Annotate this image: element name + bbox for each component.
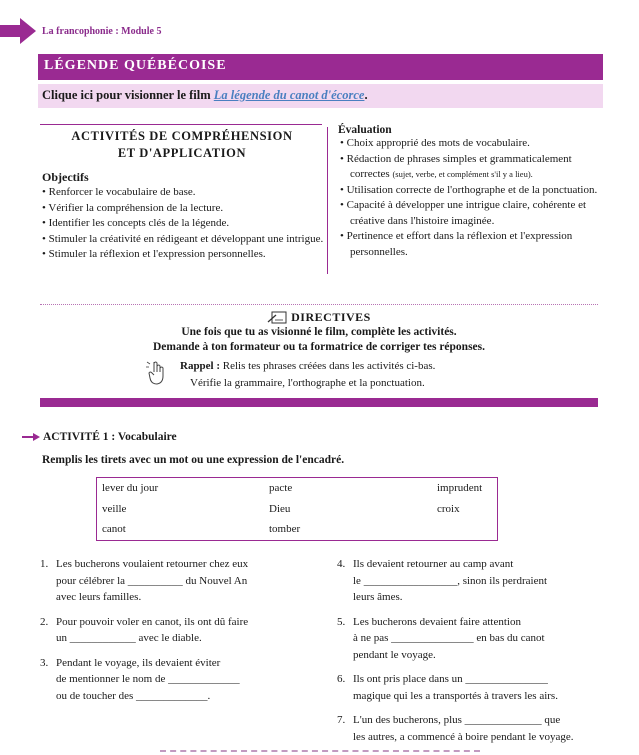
questions-left [40, 556, 330, 712]
directives-heading [40, 310, 598, 325]
question-line: Les bucherons devaient faire attention [353, 615, 521, 628]
directives-section [40, 310, 598, 355]
activity1-instruction: Remplis les tirets avec un mot ou une expression de l'encadré. [42, 454, 345, 466]
activity1-heading [22, 431, 177, 443]
vocab-word: Dieu [269, 503, 291, 515]
vocab-word: pacte [269, 482, 293, 494]
question-item [337, 556, 627, 606]
module-label: La francophonie : Module 5 [42, 26, 162, 37]
directive-line: Une fois que tu as visionné le film, complète les activités. [181, 326, 457, 338]
question-number: 7. [337, 714, 346, 726]
directive-line: Demande à ton formateur ou ta formatrice de corriger tes réponses. [152, 341, 486, 353]
dashed-divider [160, 750, 480, 752]
question-item [40, 614, 330, 647]
question-item [337, 712, 627, 745]
question-line: Ils ont pris place dans un _______________ [353, 673, 548, 685]
rappel-line2: Vérifie la grammaire, l'orthographe et la ponctuation. [190, 377, 425, 389]
column-divider [327, 127, 328, 274]
evaluation-section [338, 124, 608, 260]
question-list [337, 556, 627, 745]
question-line: Pour pouvoir voler en canot, ils ont dû faire [56, 615, 249, 628]
film-bar [38, 84, 603, 108]
arrow-right-icon [0, 18, 36, 44]
question-number: 4. [337, 558, 346, 570]
vocab-word: canot [102, 523, 126, 535]
rappel-label: Rappel : [180, 360, 221, 372]
question-number: 3. [40, 656, 49, 669]
evaluation-text: Utilisation correcte de l'orthographe et de la ponctuation. [346, 183, 598, 196]
question-line: ou de toucher des _____________. [56, 689, 211, 702]
evaluation-note: (sujet, verbe, et complément s'il y a lieu). [392, 169, 533, 179]
evaluation-text: Capacité à développer une intrigue claire, cohérente et créative dans l'histoire imaginée. [346, 199, 587, 227]
dotted-divider [40, 304, 598, 305]
evaluation-item [340, 183, 608, 199]
question-item [40, 655, 330, 705]
question-item [337, 671, 627, 704]
question-line: magique qui les a transportés à travers les airs. [353, 689, 558, 702]
objective-item: • Stimuler la créativité en rédigeant et développant une intrigue. [42, 232, 324, 248]
directives-title: DIRECTIVES [291, 310, 371, 324]
activities-title-line1: ACTIVITÉS DE COMPRÉHENSION [71, 129, 293, 143]
film-link[interactable]: La légende du canot d'écorce [213, 88, 365, 102]
arrow-right-icon [22, 432, 40, 442]
question-line: le _________________, sinon ils perdraient [353, 574, 548, 587]
activity1-title: ACTIVITÉ 1 : Vocabulaire [43, 431, 177, 443]
question-line: Pendant le voyage, ils devaient éviter [56, 656, 221, 669]
rappel-line1 [148, 358, 568, 375]
question-line: à ne pas _______________ en bas du canot [353, 632, 545, 644]
objective-item: • Stimuler la réflexion et l'expression personnelles. [42, 247, 324, 263]
evaluation-title: Évaluation [338, 124, 392, 136]
pencil-note-icon [267, 311, 287, 324]
vocab-word: imprudent [437, 482, 483, 494]
question-item [337, 614, 627, 664]
film-suffix: . [364, 88, 368, 102]
objectives-list [42, 185, 324, 263]
activities-title [40, 128, 324, 162]
question-line: avec leurs familles. [56, 591, 142, 603]
rappel-text: Relis tes phrases créées dans les activités ci-bas. [220, 360, 436, 372]
question-line: L'un des bucherons, plus ______________ que [353, 714, 561, 726]
evaluation-item [340, 229, 608, 260]
question-number: 6. [337, 673, 346, 685]
rappel-note [148, 358, 568, 392]
activities-title-line2: ET D'APPLICATION [117, 146, 247, 160]
section-bar [40, 398, 598, 407]
question-line: pour célébrer la __________ du Nouvel An [56, 574, 248, 587]
evaluation-item [340, 136, 608, 152]
evaluation-item [340, 198, 608, 229]
vocab-word: lever du jour [102, 482, 159, 494]
evaluation-text: Rédaction de phrases simples et grammaticalement correctes [346, 152, 572, 180]
vocab-word: veille [102, 503, 127, 515]
question-list [40, 556, 330, 704]
objective-item: • Vérifier la compréhension de la lecture. [42, 201, 324, 217]
objective-item: • Identifier les concepts clés de la légende. [42, 216, 324, 232]
question-line: pendant le voyage. [353, 648, 436, 661]
vocab-word: croix [437, 503, 460, 515]
question-line: un ____________ avec le diable. [56, 632, 202, 644]
objectives-title: Objectifs [42, 170, 89, 184]
question-number: 2. [40, 615, 49, 628]
word-box [96, 477, 498, 541]
question-line: les autres, a commencé à boire pendant le voyage. [353, 730, 574, 743]
evaluation-item [340, 152, 608, 183]
question-item [40, 556, 330, 606]
page-title: LÉGENDE QUÉBÉCOISE [38, 54, 603, 80]
question-line: Les bucherons voulaient retourner chez eux [56, 558, 249, 570]
question-number: 5. [337, 615, 346, 628]
questions-right [337, 556, 627, 753]
question-line: leurs âmes. [353, 591, 403, 603]
vocab-word: tomber [269, 523, 301, 535]
activities-section [40, 124, 324, 263]
question-line: Ils devaient retourner au camp avant [353, 558, 514, 570]
question-line: de mentionner le nom de _____________ [56, 673, 240, 685]
question-number: 1. [40, 558, 49, 570]
evaluation-text: Pertinence et effort dans la réflexion et l'expression personnelles. [346, 230, 573, 258]
evaluation-list [340, 136, 608, 260]
film-prefix: Clique ici pour visionner le film [42, 88, 214, 102]
objective-item: • Renforcer le vocabulaire de base. [42, 185, 324, 201]
evaluation-text: Choix approprié des mots de vocabulaire. [346, 137, 530, 149]
